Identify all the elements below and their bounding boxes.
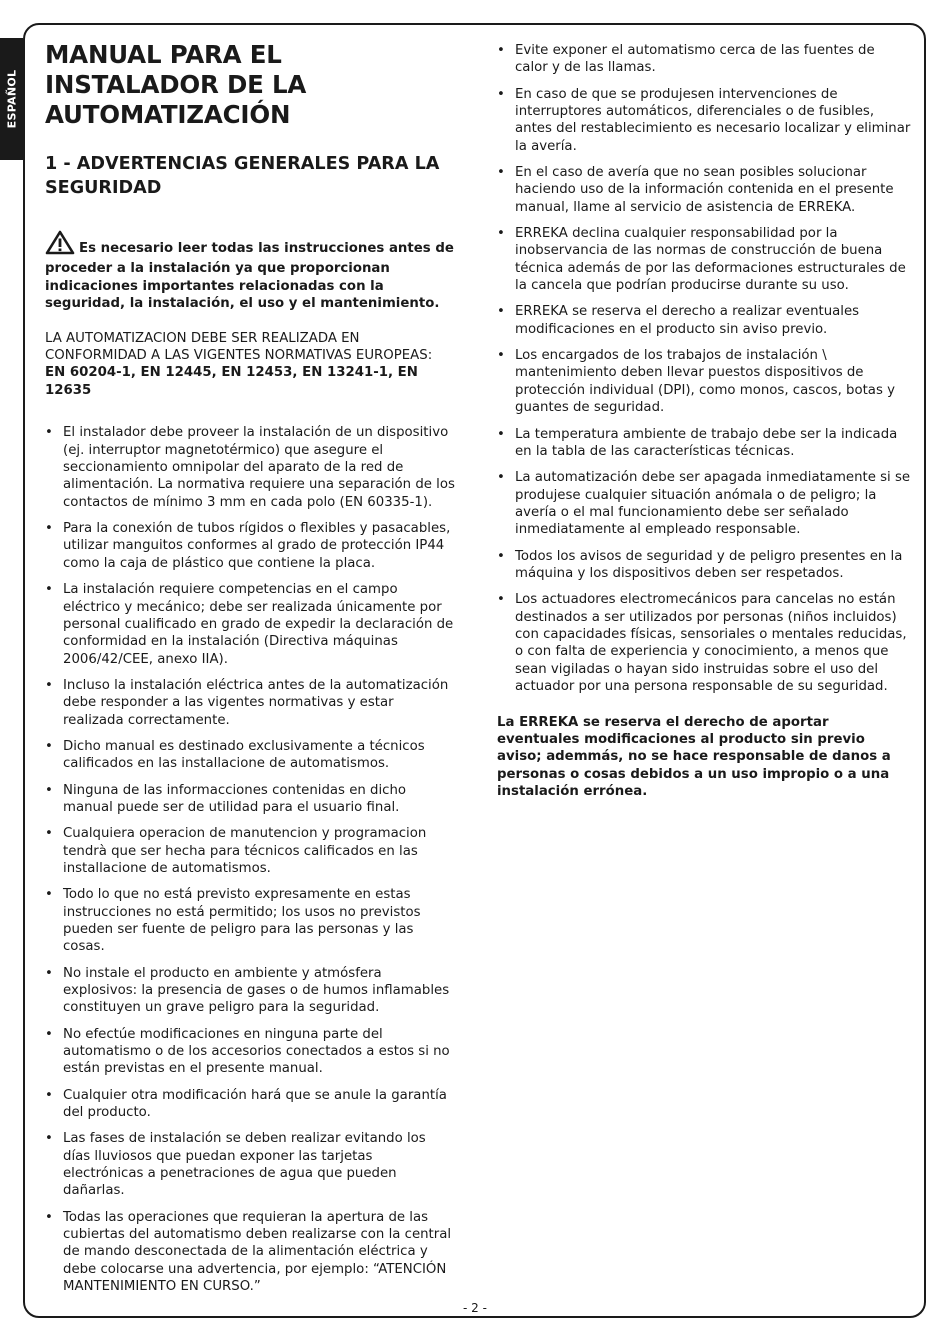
list-item xyxy=(45,1087,457,1122)
disclaimer-note: La ERREKA se reserva el derecho de aportar eventuales modificaciones al producto sin previo aviso; ademmás, no se hace responsable de danos a personas o cosas debidos a un uso impropio o a una instalación errónea. xyxy=(497,714,891,800)
list-item xyxy=(45,1026,457,1078)
left-column xyxy=(45,40,457,1304)
bullet-icon: • xyxy=(45,965,53,981)
bullet-icon: • xyxy=(45,1087,53,1103)
list-item xyxy=(45,520,457,572)
list-item-text: Evite exponer el automatismo cerca de las fuentes de calor y de las llamas. xyxy=(515,43,875,76)
bullet-icon: • xyxy=(45,677,53,693)
list-item-text: Todo lo que no está previsto expresamente en estas instrucciones no está permitido; los usos no previstos pueden ser fuente de peligro para las personas y las cosas. xyxy=(63,887,421,955)
bullet-icon: • xyxy=(497,304,505,320)
list-item xyxy=(45,965,457,1017)
list-item-text: Todas las operaciones que requieran la apertura de las cubiertas del automatismo deben realizarse con la central de mando desconectada de la alimentación eléctrica y debe colocarse una advertencia, por ejemplo: “ATENCIÓN MANTENIMIENTO EN CURSO.” xyxy=(63,1209,452,1295)
norms-intro: LA AUTOMATIZACION DEBE SER REALIZADA EN CONFORMIDAD A LAS VIGENTES NORMATIVAS EUROPEAS: xyxy=(45,330,433,364)
list-item xyxy=(45,1130,457,1200)
list-item xyxy=(45,677,457,729)
bullet-icon: • xyxy=(497,226,505,242)
list-item xyxy=(45,1209,457,1296)
list-item xyxy=(497,347,911,417)
list-item xyxy=(497,303,911,338)
list-item xyxy=(497,548,911,583)
list-item-text: La temperatura ambiente de trabajo debe ser la indicada en la tabla de las características técnicas. xyxy=(515,426,898,459)
bullet-icon: • xyxy=(45,887,53,903)
list-item xyxy=(45,738,457,773)
list-item-text: En el caso de avería que no sean posibles solucionar haciendo uso de la información contenida en el presente manual, llame al servicio de asistencia de ERREKA. xyxy=(515,165,894,215)
list-item xyxy=(497,426,911,461)
list-item-text: No efectúe modificaciones en ninguna parte del automatismo o de los accesorios conectados a estos si no están previstas en el presente manual. xyxy=(63,1026,450,1077)
left-bullet-list xyxy=(45,424,457,1295)
bullet-icon: • xyxy=(45,521,53,537)
bullet-icon: • xyxy=(497,592,505,608)
list-item xyxy=(497,86,911,156)
list-item xyxy=(497,164,911,216)
norms-list: EN 60204-1, EN 12445, EN 12453, EN 13241-1, EN 12635 xyxy=(45,365,418,398)
list-item xyxy=(45,581,457,668)
bullet-icon: • xyxy=(45,582,53,598)
list-item-text: Las fases de instalación se deben realizar evitando los días lluviosos que puedan exponer las tarjetas electrónicas a penetraciones de agua que pueden dañarlas. xyxy=(63,1131,426,1199)
bullet-icon: • xyxy=(45,425,53,441)
list-item xyxy=(45,886,457,956)
warning-text: Es necesario leer todas las instrucciones antes de proceder a la instalación ya que proporcionan indicaciones importantes relacionadas con la seguridad, la instalación, el uso y el mantenimiento. xyxy=(45,241,454,312)
list-item-text: No instale el producto en ambiente y atmósfera explosivos: la presencia de gases o de humos inflamables constituyen un grave peligro para la seguridad. xyxy=(63,965,450,1016)
warning-triangle-icon xyxy=(45,230,75,260)
bullet-icon: • xyxy=(45,1026,53,1042)
bullet-icon: • xyxy=(497,165,505,181)
bullet-icon: • xyxy=(45,1209,53,1225)
list-item xyxy=(497,591,911,695)
right-column xyxy=(497,42,911,801)
list-item-text: ERREKA se reserva el derecho a realizar eventuales modificaciones en el producto sin aviso previo. xyxy=(515,304,860,337)
list-item-text: Cualquier otra modificación hará que se anule la garantía del producto. xyxy=(63,1087,447,1121)
bullet-icon: • xyxy=(45,1131,53,1147)
language-tab xyxy=(0,38,23,160)
list-item xyxy=(45,424,457,511)
section-title: 1 - ADVERTENCIAS GENERALES PARA LA SEGURIDAD xyxy=(45,154,440,198)
warning-notice xyxy=(45,230,457,313)
bullet-icon: • xyxy=(497,43,505,58)
list-item xyxy=(497,469,911,539)
list-item-text: Cualquiera operacion de manutencion y programacion tendrà que ser hecha para técnicos calificados en las installacione de automatismos. xyxy=(63,826,427,876)
bullet-icon: • xyxy=(45,782,53,798)
list-item xyxy=(497,225,911,295)
norms-block xyxy=(45,330,457,400)
bullet-icon: • xyxy=(45,826,53,842)
list-item-text: En caso de que se produjesen intervenciones de interruptores automáticos, diferenciales o de fusibles, antes del restablecimiento es necesario localizar y eliminar la avería. xyxy=(515,86,911,154)
bullet-icon: • xyxy=(497,86,505,102)
list-item xyxy=(45,825,457,877)
list-item xyxy=(45,782,457,817)
bullet-icon: • xyxy=(45,738,53,754)
list-item-text: Dicho manual es destinado exclusivamente a técnicos calificados en las installacione de automatismos. xyxy=(63,738,425,772)
list-item-text: Para la conexión de tubos rígidos o flexibles y pasacables, utilizar manguitos conformes al grado de protección IP44 como la caja de plástico que contiene la placa. xyxy=(63,521,451,571)
bullet-icon: • xyxy=(497,470,505,486)
list-item-text: Ninguna de las informacciones contenidas en dicho manual puede ser de utilidad para el usuario final. xyxy=(63,782,407,815)
bullet-icon: • xyxy=(497,426,505,442)
bullet-icon: • xyxy=(497,348,505,364)
list-item-text: Incluso la instalación eléctrica antes de la automatización debe responder a las vigentes normativas y estar realizada correctamente. xyxy=(63,677,449,728)
list-item xyxy=(497,42,911,77)
right-bullet-list xyxy=(497,42,911,696)
list-item-text: El instalador debe proveer la instalación de un dispositivo (ej. interruptor magnetotérmico) que asegure el seccionamiento omnipolar del aparato de la red de alimentación. La normativa requiere una separación de los contactos de mínimo 3 mm en cada polo (EN 60335-1). xyxy=(63,425,455,510)
list-item-text: La instalación requiere competencias en el campo eléctrico y mecánico; debe ser realizada únicamente por personal cualificado en grado de expedir la declaración de conformidad en la instalación (Directiva máquinas 2006/42/CEE, anexo IIA). xyxy=(63,582,454,667)
list-item-text: Todos los avisos de seguridad y de peligro presentes en la máquina y los dispositivos deben ser respetados. xyxy=(515,548,903,581)
list-item-text: ERREKA declina cualquier responsabilidad por la inobservancia de las normas de construcción de buena técnica además de por las deformaciones estructurales de la cancela que podrían producirse durante su uso. xyxy=(515,226,906,294)
language-tab-label: ESPAÑOL xyxy=(5,69,18,129)
list-item-text: Los encargados de los trabajos de instalación \ mantenimiento deben llevar puestos dispositivos de protección individual (DPI), como monos, cascos, botas y guantes de seguridad. xyxy=(515,348,895,416)
list-item-text: Los actuadores electromecánicos para cancelas no están destinados a ser utilizados por personas (niños incluidos) con capacidades físicas, sensoriales o mentales reducidas, o con falta de experiencia y conocimiento, a menos que sean vigiladas o hayan sido instruidas sobre el uso del actuador por una persona responsable de su seguridad. xyxy=(515,592,907,695)
list-item-text: La automatización debe ser apagada inmediatamente si se produjese cualquier situación anómala o de peligro; la avería o el mal funcionamiento debe ser señalado inmediatamente al empleado responsable. xyxy=(515,470,911,538)
bullet-icon: • xyxy=(497,548,505,564)
page-title: MANUAL PARA EL INSTALADOR DE LA AUTOMATIZACIÓN xyxy=(45,40,307,129)
page-number: - 2 - xyxy=(463,1301,487,1315)
